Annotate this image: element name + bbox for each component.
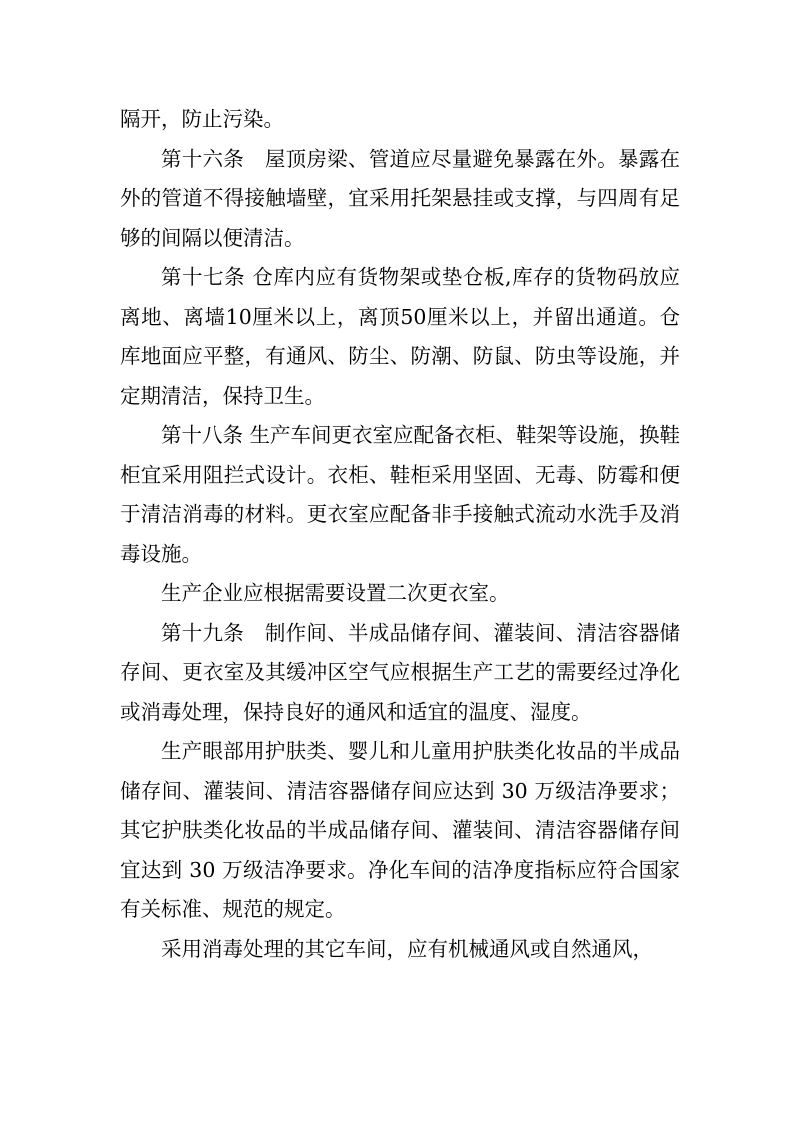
- paragraph-ventilation: 采用消毒处理的其它车间，应有机械通风或自然通风，: [161, 936, 653, 961]
- paragraph-continuation: 隔开，防止污染。: [120, 107, 284, 131]
- paragraph-secondary-locker-room: 生产企业应根据需要设置二次更衣室。: [161, 581, 510, 605]
- paragraph-cleanliness-requirement: 生产眼部用护肤类、婴儿和儿童用护肤类化妆品的半成品储存间、灌装间、清洁容器储存间应达到 30 万级洁净要求；其它护肤类化妆品的半成品储存间、灌装间、清洁容器储存间宜达到 30 万级洁净要求。净化车间的洁净度指标应符合国家有关标准、规范的规定。: [120, 739, 680, 921]
- paragraph-article-19: 第十九条 制作间、半成品储存间、灌装间、清洁容器储存间、更衣室及其缓冲区空气应根据生产工艺的需要经过净化或消毒处理，保持良好的通风和适宜的温度、湿度。: [120, 620, 680, 724]
- paragraph-article-16: 第十六条 屋顶房梁、管道应尽量避免暴露在外。暴露在外的管道不得接触墙壁，宜采用托架悬挂或支撑，与四周有足够的间隔以便清洁。: [120, 146, 680, 250]
- document-page: [120, 100, 680, 969]
- paragraph-article-18: 第十八条 生产车间更衣室应配备衣柜、鞋架等设施，换鞋柜宜采用阻拦式设计。衣柜、鞋柜采用坚固、无毒、防霉和便于清洁消毒的材料。更衣室应配备非手接触式流动水洗手及消毒设施。: [120, 423, 681, 566]
- paragraph-article-17: 第十七条 仓库内应有货物架或垫仓板,库存的货物码放应离地、离墙10厘米以上，离顶50厘米以上，并留出通道。仓库地面应平整，有通风、防尘、防潮、防鼠、防虫等设施，并定期清洁，保持卫生。: [120, 265, 680, 408]
